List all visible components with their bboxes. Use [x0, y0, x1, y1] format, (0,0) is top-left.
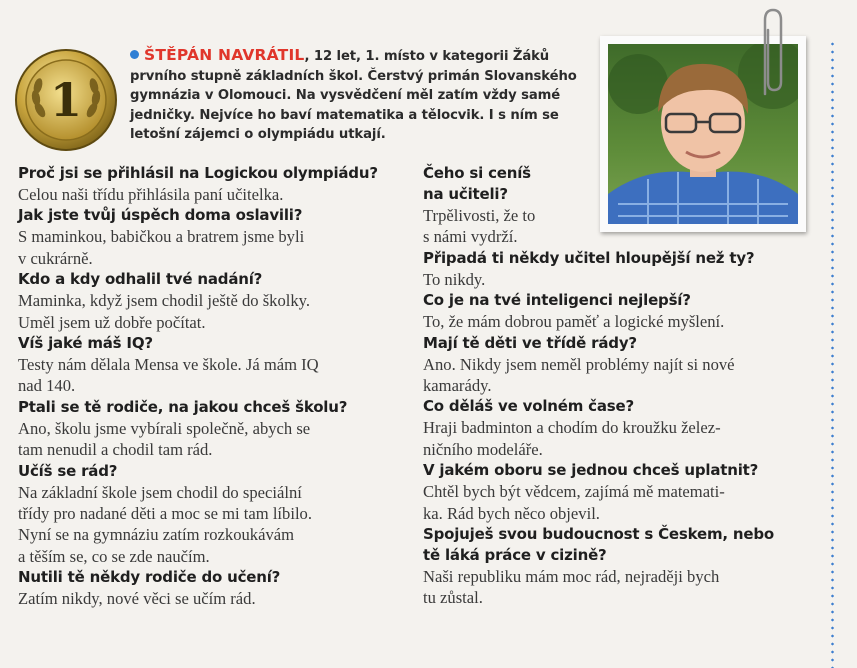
question: Víš jaké máš IQ? [18, 334, 153, 353]
question: Spojuješ svou budoucnost s Českem, nebo tě láká práce v cizině? [423, 525, 775, 565]
bullet-dot-icon [130, 50, 139, 59]
interview-column-left [18, 163, 403, 610]
question: Čeho si ceníš na učiteli? [423, 164, 531, 203]
answer: Chtěl bych být vědcem, zajímá mě matemati- ka. Rád bych něco objevil. [423, 482, 725, 523]
question: Mají tě děti ve třídě rády? [423, 333, 637, 352]
answer: S maminkou, babičkou a bratrem jsme byli v cukrárně. [18, 227, 305, 268]
answer: Testy nám dělala Mensa ve škole. Já mám IQ nad 140. [18, 355, 319, 396]
answer: Celou naši třídu přihlásila paní učitelka. [18, 185, 284, 204]
interview-column-right [423, 163, 813, 609]
answer: To nikdy. [423, 269, 486, 289]
question: V jakém oboru se jednou chceš uplatnit? [423, 461, 759, 480]
answer: Maminka, když jsem chodil ještě do školky. Uměl jsem už dobře počítat. [18, 291, 311, 332]
answer: Ano. Nikdy jsem neměl problémy najít si nové kamarády. [423, 354, 735, 396]
paperclip-icon [755, 6, 789, 102]
intro-paragraph [130, 46, 590, 145]
dotted-divider [831, 40, 834, 668]
person-bio: , 12 let, 1. místo v kategorii Žáků prvního stupně základních škol. Čerstvý primán Slovanského gymnázia v Olomouci. Na vysvědčení měl zatím vždy samé jedničky. Nejvíce ho baví matematika a tělocvik. I s ním se letošní zájemci o olympiádu utkají. [130, 49, 577, 143]
answer: Zatím nikdy, nové věci se učím rád. [18, 589, 256, 609]
answer: To, že mám dobrou paměť a logické myšlení. [423, 312, 725, 332]
answer: Ano, školu jsme vybírali společně, abych se tam nenudil a chodil tam rád. [18, 418, 311, 460]
answer: Na základní škole jsem chodil do speciální třídy pro nadané děti a moc se mi tam líbilo. Nyní se na gymnáziu zatím rozkoukávám a těším se, co se zde naučím. [18, 482, 313, 566]
question: Jak jste tvůj úspěch doma oslavili? [18, 206, 303, 225]
answer: Trpělivosti, že to s námi vydrží. [423, 206, 536, 247]
person-name: ŠTĚPÁN NAVRÁTIL [144, 46, 305, 64]
answer: Hraji badminton a chodím do kroužku želez- ničního modeláře. [423, 418, 721, 459]
question: Kdo a kdy odhalil tvé nadání? [18, 270, 263, 289]
question: Co děláš ve volném čase? [423, 397, 634, 416]
question: Co je na tvé inteligenci nejlepší? [423, 291, 691, 310]
medal-number: 1 [49, 73, 83, 127]
answer: Naši republiku mám moc rád, nejraději bych tu zůstal. [423, 567, 720, 608]
question: Ptali se tě rodiče, na jakou chceš školu? [18, 397, 348, 416]
question: Proč jsi se přihlásil na Logickou olympiádu? [18, 164, 378, 182]
gold-medal-icon [14, 48, 118, 152]
question: Nutili tě někdy rodiče do učení? [18, 568, 281, 587]
question: Učíš se rád? [18, 461, 118, 480]
question: Připadá ti někdy učitel hloupější než ty? [423, 248, 755, 267]
